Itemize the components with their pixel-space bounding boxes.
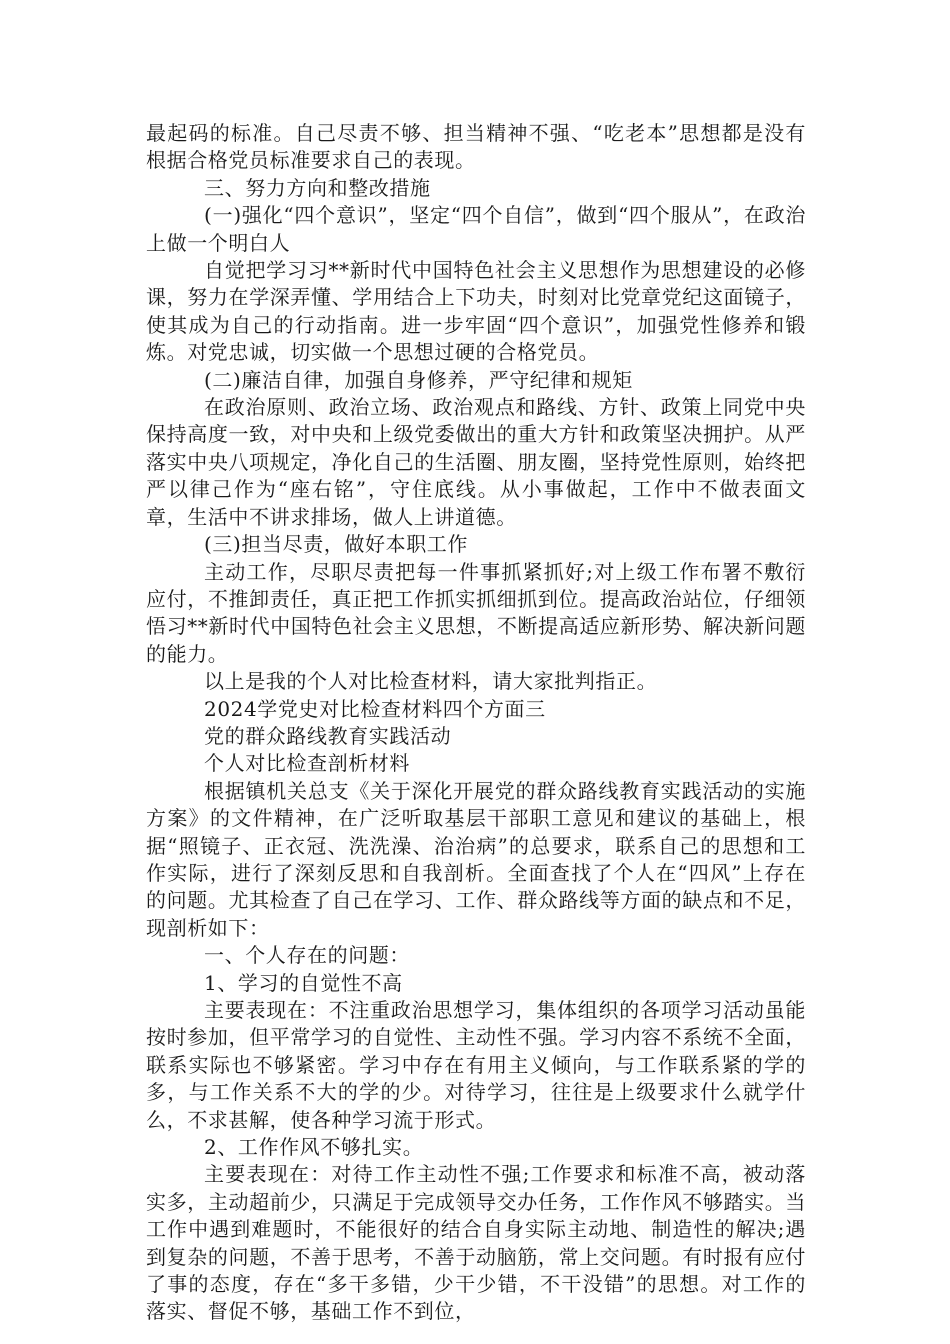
paragraph: 最起码的标准。自己尽责不够、担当精神不强、“吃老本”思想都是没有根据合格党员标准要求自己的表现。	[146, 121, 806, 173]
paragraph: 自觉把学习习**新时代中国特色社会主义思想作为思想建设的必修课，努力在学深弄懂、学用结合上下功夫，时刻对比党章党纪这面镜子，使其成为自己的行动指南。进一步牢固“四个意识”，加强党性修养和锻炼。对党忠诚，切实做一个思想过硬的合格党员。	[146, 258, 806, 365]
paragraph: 主要表现在：不注重政治思想学习，集体组织的各项学习活动虽能按时参加，但平常学习的自觉性、主动性不强。学习内容不系统不全面，联系实际也不够紧密。学习中存在有用主义倾向，与工作联系紧的学的多，与工作关系不大的学的少。对待学习，往往是上级要求什么就学什么，不求甚解，使各种学习流于形式。	[146, 998, 806, 1132]
document-title: 党的群众路线教育实践活动	[204, 723, 452, 748]
paragraph: 主要表现在：对待工作主动性不强;工作要求和标准不高，被动落实多，主动超前少，只满足于完成领导交办任务，工作作风不够踏实。当工作中遇到难题时，不能很好的结合自身实际主动地、制造性的解决;遇到复杂的问题，不善于思考，不善于动脑筋，常上交问题。有时报有应付了事的态度，存在“多干多错，少干少错，不干没错”的思想。对工作的落实、督促不够，基础工作不到位，	[146, 1162, 806, 1324]
document-body	[146, 120, 806, 1326]
subsection-heading: (二)廉洁自律，加强自身修养，严守纪律和规矩	[204, 367, 633, 392]
document-title: 2024学党史对比检查材料四个方面三	[204, 696, 546, 721]
paragraph: 根据镇机关总支《关于深化开展党的群众路线教育实践活动的实施方案》的文件精神，在广泛听取基层干部职工意见和建议的基础上，根据“照镜子、正衣冠、洗洗澡、治治病”的总要求，联系自己的思想和工作实际，进行了深刻反思和自我剖析。全面查找了个人在“四风”上存在的问题。尤其检查了自己在学习、工作、群众路线等方面的缺点和不足，现剖析如下：	[146, 778, 806, 940]
subsection-heading: 2、工作作风不够扎实。	[204, 1135, 424, 1160]
subsection-heading: (三)担当尽责，做好本职工作	[204, 532, 469, 557]
section-heading: 一、个人存在的问题：	[204, 943, 410, 968]
subsection-heading: 1、学习的自觉性不高	[204, 970, 403, 995]
paragraph: 在政治原则、政治立场、政治观点和路线、方针、政策上同党中央保持高度一致，对中央和上级党委做出的重大方针和政策坚决拥护。从严落实中央八项规定，净化自己的生活圈、朋友圈，坚持党性原则，始终把严以律己作为“座右铭”，守住底线。从小事做起，工作中不做表面文章，生活中不讲求排场，做人上讲道德。	[146, 395, 806, 529]
subsection-heading: (一)强化“四个意识”，坚定“四个自信”，做到“四个服从”，在政治上做一个明白人	[146, 203, 806, 255]
paragraph: 主动工作，尽职尽责把每一件事抓紧抓好;对上级工作布署不敷衍应付，不推卸责任，真正把工作抓实抓细抓到位。提高政治站位，仔细领悟习**新时代中国特色社会主义思想，不断提高适应新形势、解决新问题的能力。	[146, 559, 806, 666]
paragraph: 以上是我的个人对比检查材料，请大家批判指正。	[204, 669, 658, 694]
document-title: 个人对比检查剖析材料	[204, 751, 410, 776]
section-heading: 三、努力方向和整改措施	[204, 175, 431, 200]
